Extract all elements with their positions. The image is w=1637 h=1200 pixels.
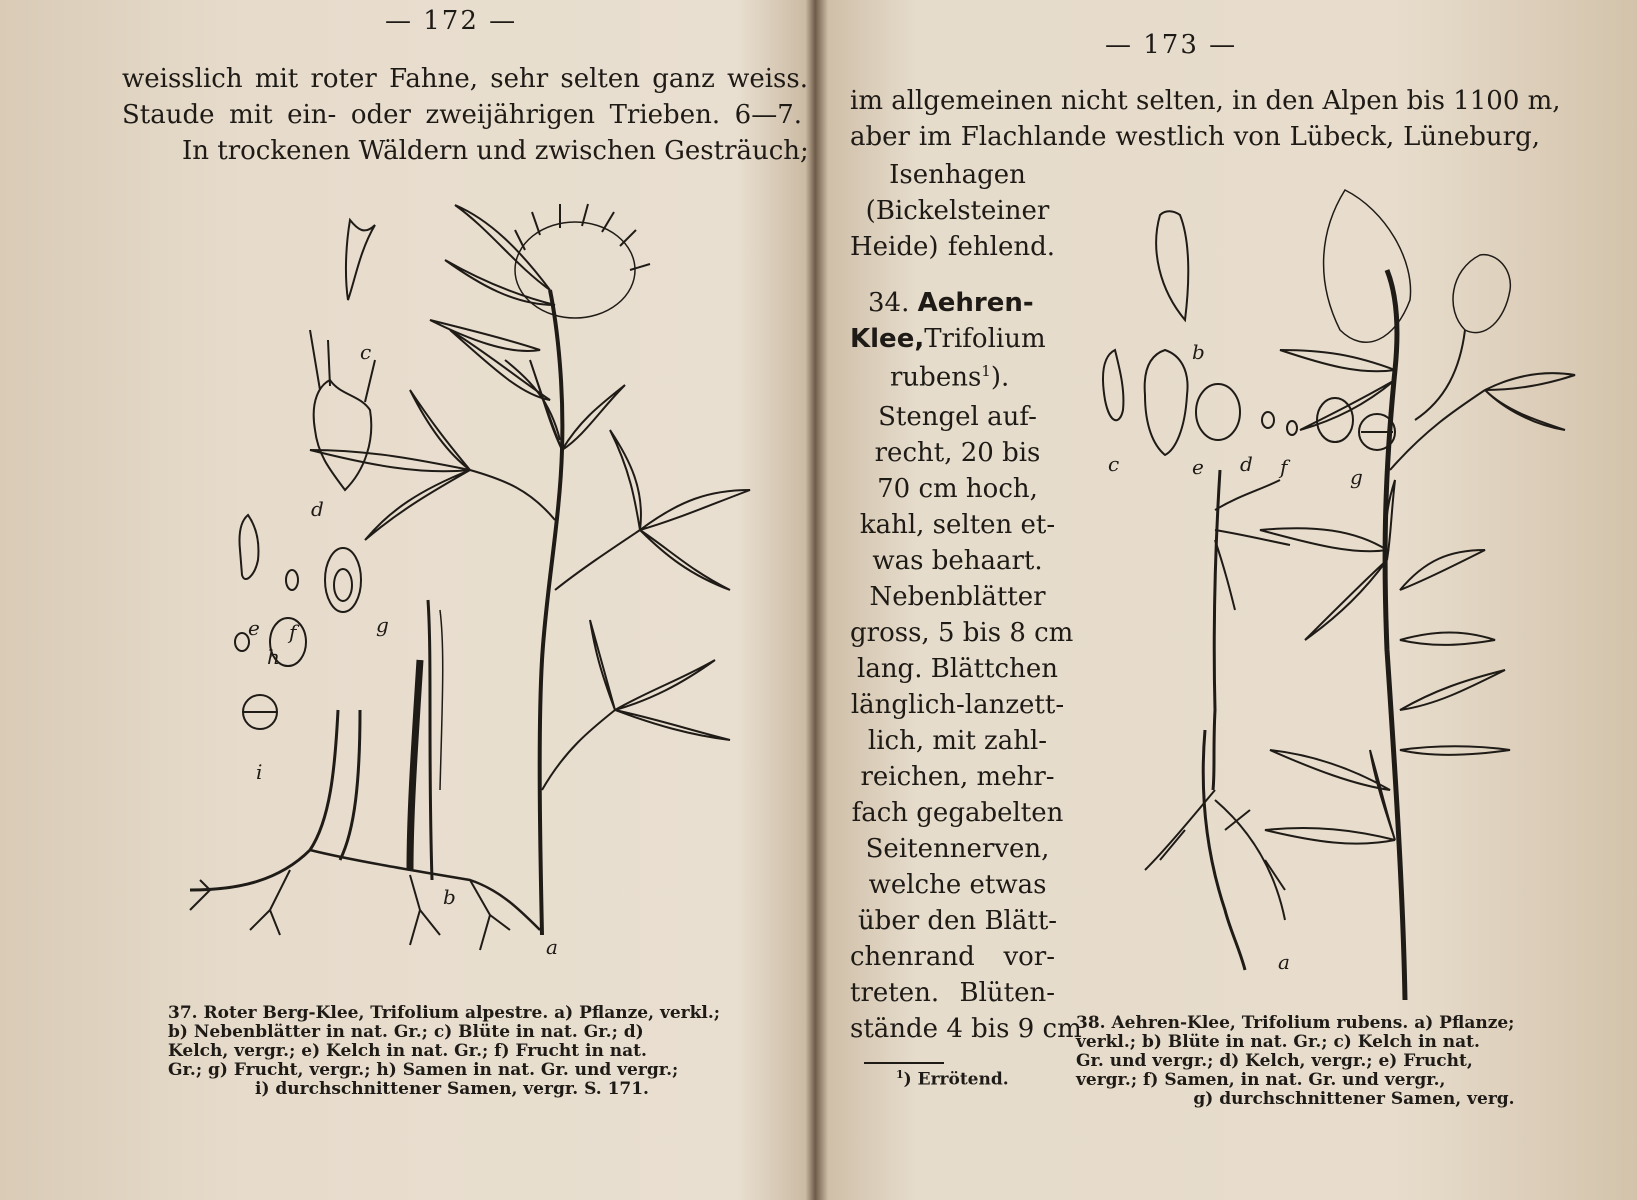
species-latin-epithet: rubens bbox=[890, 362, 982, 393]
right-page bbox=[830, 0, 1637, 1200]
description-line: lich, mit zahl- bbox=[867, 726, 1048, 756]
description-line: welche etwas bbox=[868, 870, 1047, 900]
right-figure-label-d: d bbox=[1240, 452, 1253, 476]
left-page bbox=[0, 0, 810, 1200]
right-caption-line: 38. Aehren-Klee, Trifolium rubens. a) Pflanze; bbox=[1076, 1013, 1515, 1033]
left-caption-line: Gr.; g) Frucht, vergr.; h) Samen in nat. Gr. und vergr.; bbox=[168, 1060, 679, 1080]
left-figure-label-e: e bbox=[248, 616, 260, 640]
right-figure-label-c: c bbox=[1108, 452, 1120, 476]
right-page-number: — 173 — bbox=[1105, 30, 1238, 60]
species-heading-line-3 bbox=[890, 362, 1009, 393]
description-line: fach gegabelten bbox=[851, 798, 1064, 828]
description-line: treten. Blüten- bbox=[850, 978, 1055, 1008]
species-number: 34. bbox=[868, 288, 910, 318]
left-figure-caption bbox=[168, 1004, 736, 1099]
left-figure-label-d: d bbox=[311, 497, 324, 521]
right-caption-line: g) durchschnittener Samen, verg. bbox=[1193, 1089, 1515, 1109]
footnote-mark: 1 bbox=[896, 1068, 904, 1081]
right-figure-caption bbox=[1076, 1014, 1632, 1109]
right-text-line-2: aber im Flachlande westlich von Lübeck, Lüneburg, bbox=[850, 122, 1540, 152]
description-line: über den Blätt- bbox=[857, 906, 1058, 936]
footnote bbox=[896, 1068, 1009, 1090]
right-figure-label-a: a bbox=[1278, 950, 1290, 974]
left-figure-label-c: c bbox=[360, 340, 372, 364]
right-column-line-1: Isenhagen bbox=[889, 160, 1026, 190]
right-caption-line: Gr. und vergr.; d) Kelch, vergr.; e) Frucht, bbox=[1076, 1051, 1473, 1071]
right-caption-line: verkl.; b) Blüte in nat. Gr.; c) Kelch in nat. bbox=[1076, 1032, 1480, 1052]
description-line: 70 cm hoch, bbox=[877, 474, 1038, 504]
right-column-line-2: (Bickelsteiner bbox=[865, 196, 1050, 226]
trifolium-rubens-illustration bbox=[1065, 170, 1615, 1010]
left-text-line-3: In trockenen Wäldern und zwischen Gesträuch; bbox=[182, 136, 809, 166]
species-footnote-mark: 1 bbox=[981, 362, 991, 380]
description-line: Stengel auf- bbox=[878, 402, 1037, 432]
description-line: chenrand vor- bbox=[850, 942, 1055, 972]
species-name-part-2: Klee, bbox=[850, 324, 925, 354]
left-text-line-1: weisslich mit roter Fahne, sehr selten ganz weiss. bbox=[122, 64, 808, 94]
left-figure-label-b: b bbox=[443, 885, 456, 909]
description-line: länglich-lanzett- bbox=[850, 690, 1065, 720]
right-figure-label-e: e bbox=[1192, 455, 1204, 479]
right-column-line-3: Heide) fehlend. bbox=[850, 232, 1055, 262]
right-caption-line: vergr.; f) Samen, in nat. Gr. und vergr., bbox=[1076, 1070, 1446, 1090]
left-figure-label-f: f bbox=[289, 620, 297, 644]
species-heading-line-2 bbox=[850, 324, 1046, 354]
left-page-number: — 172 — bbox=[385, 6, 518, 36]
right-figure-label-f: f bbox=[1280, 455, 1288, 479]
footnote-text: ) Errötend. bbox=[903, 1069, 1009, 1090]
species-heading-line-1 bbox=[868, 288, 1034, 318]
description-line: was behaart. bbox=[872, 546, 1043, 576]
right-figure-label-b: b bbox=[1192, 340, 1205, 364]
description-line: Nebenblätter bbox=[869, 582, 1046, 612]
left-text-line-2: Staude mit ein- oder zweijährigen Trieben. 6—7. bbox=[122, 100, 802, 130]
description-line: Seitennerven, bbox=[865, 834, 1050, 864]
left-caption-line: b) Nebenblätter in nat. Gr.; c) Blüte in nat. Gr.; d) bbox=[168, 1022, 644, 1042]
description-line: stände 4 bis 9 cm bbox=[850, 1014, 1082, 1044]
left-caption-line: i) durchschnittener Samen, vergr. S. 171. bbox=[255, 1079, 649, 1099]
trifolium-alpestre-illustration bbox=[170, 190, 760, 990]
right-figure-label-g: g bbox=[1350, 465, 1363, 489]
description-line: recht, 20 bis bbox=[874, 438, 1041, 468]
description-line: kahl, selten et- bbox=[859, 510, 1056, 540]
left-figure-label-h: h bbox=[267, 645, 280, 669]
right-text-line-1: im allgemeinen nicht selten, in den Alpen bis 1100 m, bbox=[850, 86, 1561, 116]
footnote-rule bbox=[864, 1062, 944, 1064]
left-figure-label-i: i bbox=[256, 760, 263, 784]
left-caption-line: Kelch, vergr.; e) Kelch in nat. Gr.; f) Frucht in nat. bbox=[168, 1041, 647, 1061]
species-latin-genus: Trifolium bbox=[924, 324, 1046, 354]
description-line: lang. Blättchen bbox=[857, 654, 1058, 684]
description-line: gross, 5 bis 8 cm bbox=[850, 618, 1074, 648]
species-name-part-1: Aehren- bbox=[917, 288, 1034, 318]
species-latin-end: ). bbox=[990, 362, 1010, 393]
left-figure-label-a: a bbox=[546, 935, 558, 959]
description-line: reichen, mehr- bbox=[860, 762, 1055, 792]
left-figure-label-g: g bbox=[376, 613, 389, 637]
left-caption-line: 37. Roter Berg-Klee, Trifolium alpestre. a) Pflanze, verkl.; bbox=[168, 1003, 721, 1023]
